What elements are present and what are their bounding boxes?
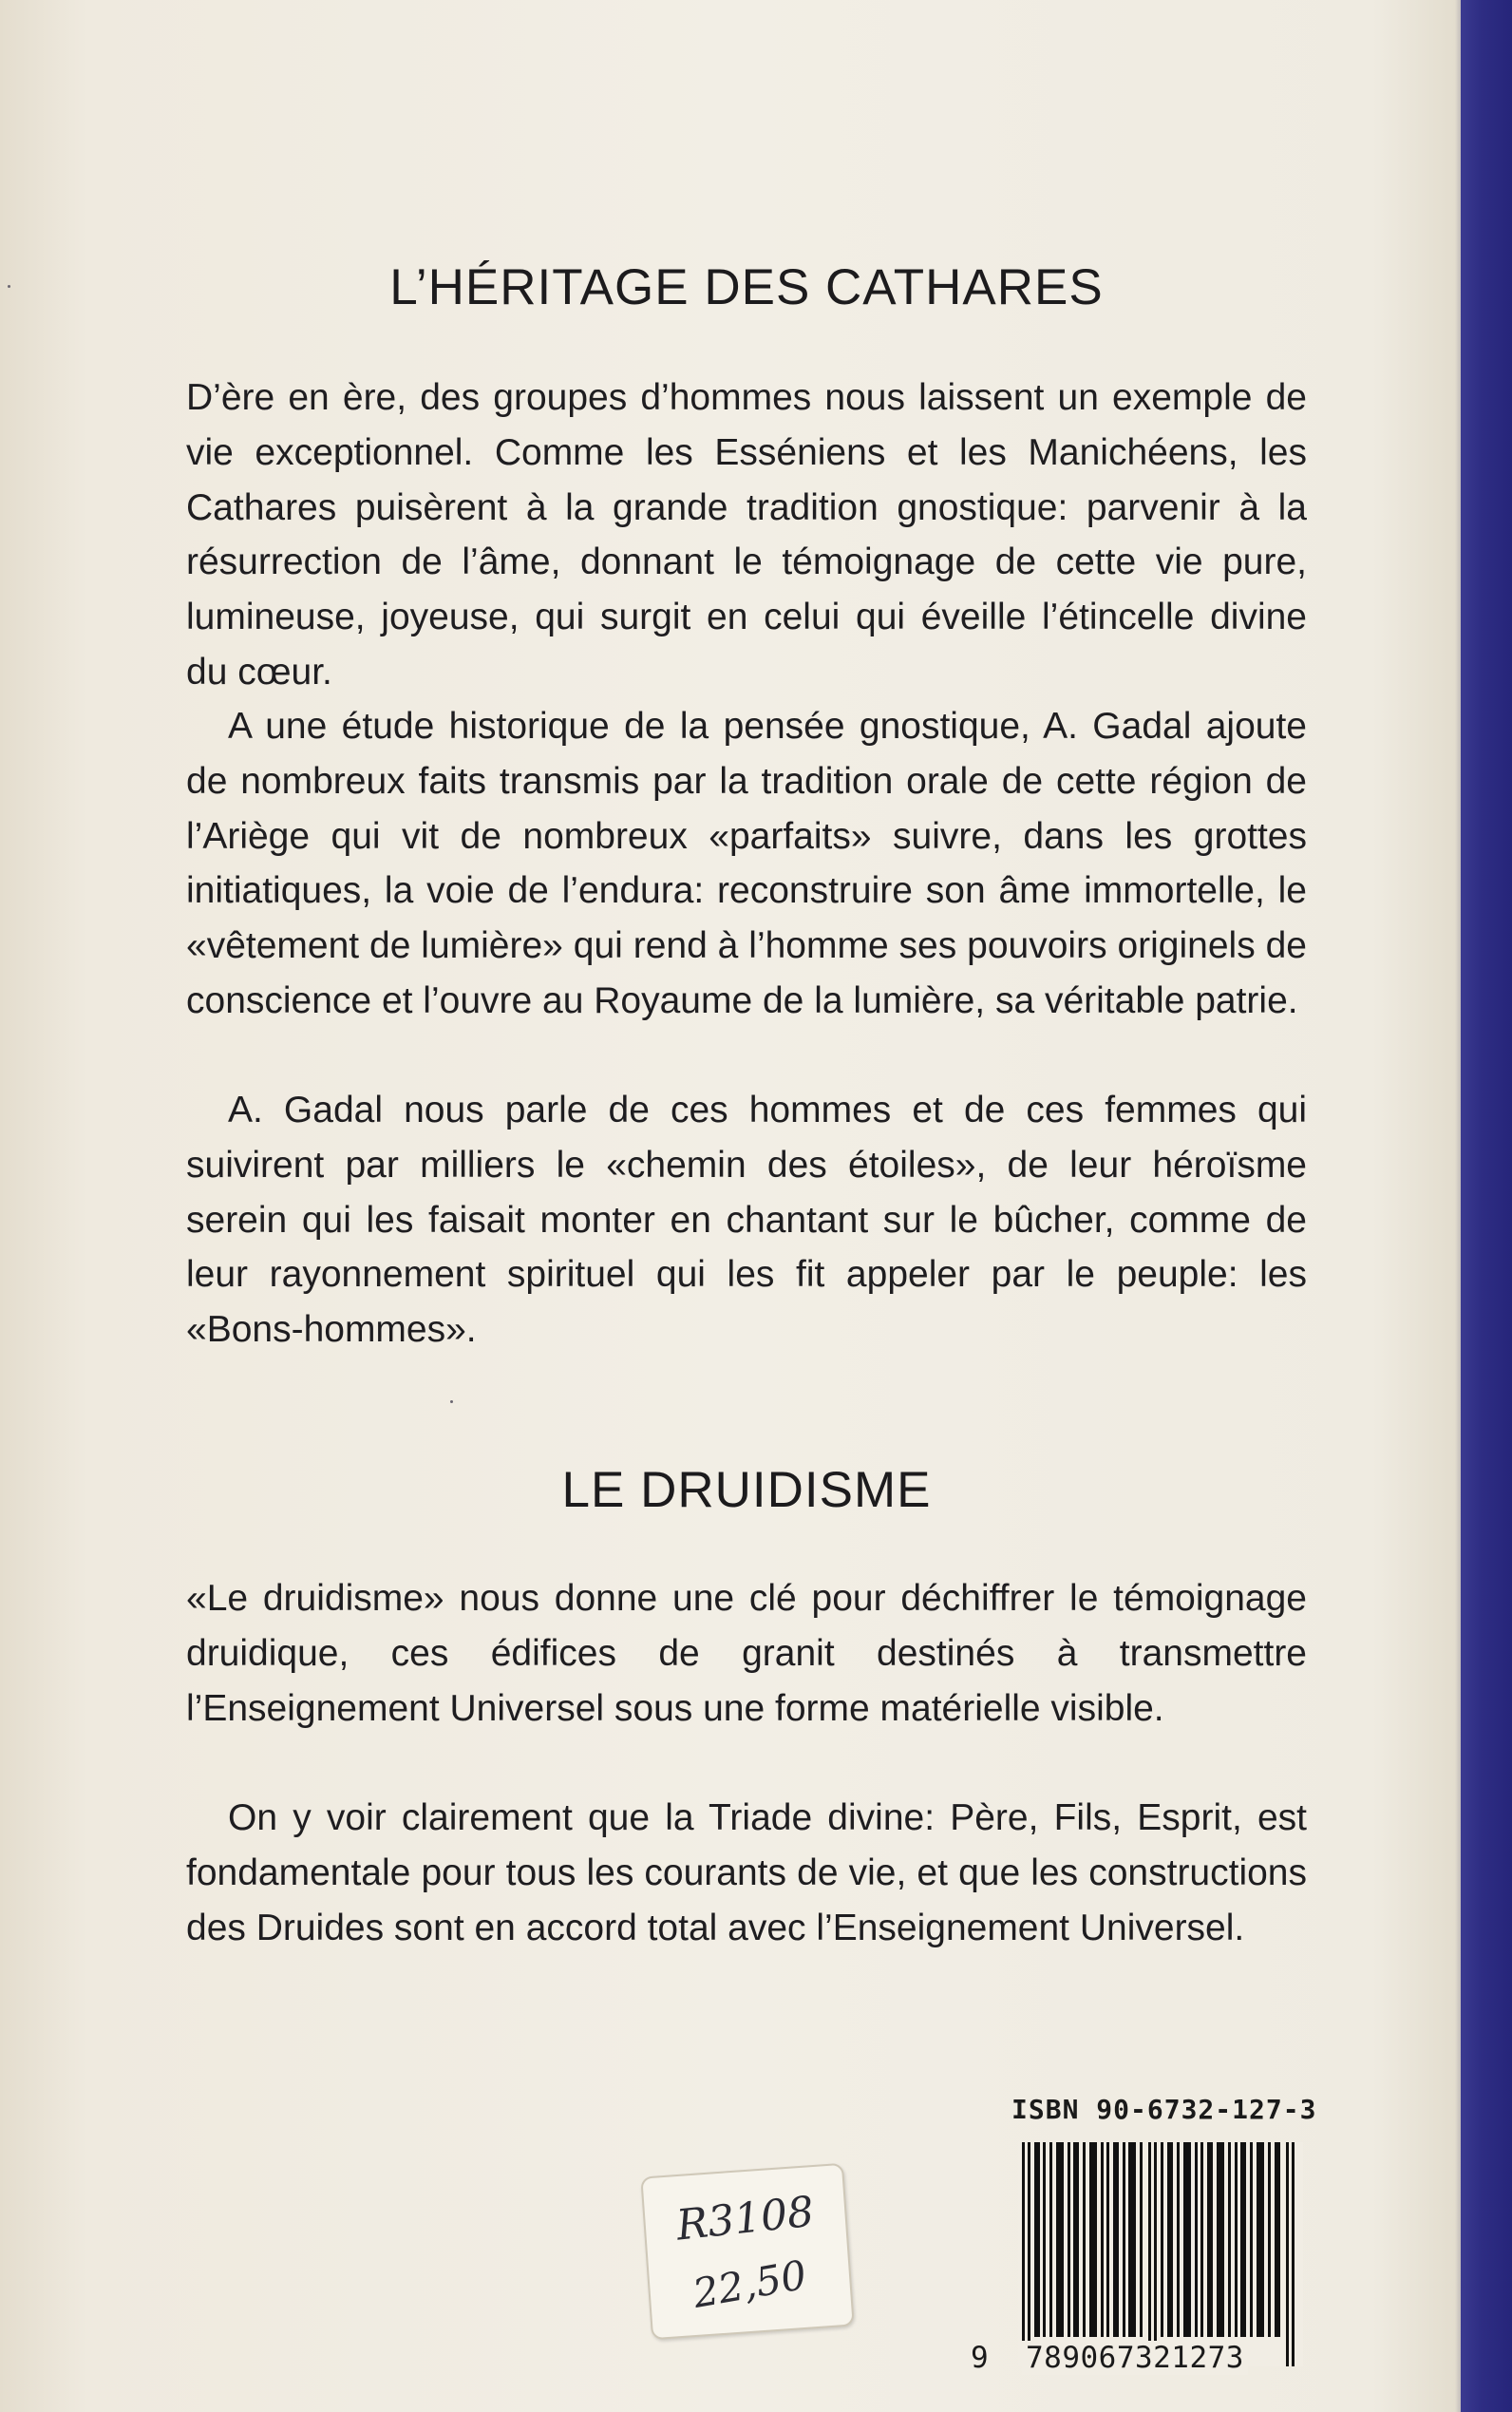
cathares-paragraph-2: A une étude historique de la pensée gnostique, A. Gadal ajoute de nombreux faits transmis par la tradition orale de cette région de l’Ariège qui vit de nombreux «parfaits» suivre, dans les grottes initiatiques, la voie de l’endura: reconstruire son âme immortelle, le «vêtement de lumière» qui rend à l’homme ses pouvoirs originels de conscience et l’ouvre au Royaume de la lumière, sa véritable patrie. [186, 706, 1307, 1021]
dust-speck [450, 1400, 453, 1403]
price-sticker [640, 2163, 854, 2341]
druidisme-paragraph-2: On y voir clairement que la Triade divine: Père, Fils, Esprit, est fondamentale pour tous les courants de vie, et que les constructions des Druides sont en accord total avec l’Enseignement Universel. [186, 1797, 1307, 1948]
cathares-paragraph-3: A. Gadal nous parle de ces hommes et de ces femmes qui suivirent par milliers le «chemin des étoiles», de leur héroïsme serein qui les faisait monter en chantant sur le bûcher, comme de leur rayonnement spirituel qui les fit appeler par le peuple: les «Bons-hommes». [186, 1090, 1307, 1351]
barcode-lead-digit: 9 [971, 2341, 989, 2375]
isbn-number: ISBN 90-6732-127-3 [1011, 2094, 1317, 2125]
barcode-icon [1018, 2142, 1303, 2366]
barcode-number: 789067321273 [1022, 2341, 1248, 2375]
section-title-druidisme: LE DRUIDISME [561, 1462, 932, 1518]
section-title-cathares: L’HÉRITAGE DES CATHARES [389, 259, 1104, 315]
druidisme-paragraph-1: «Le druidisme» nous donne une clé pour déchiffrer le témoignage druidique, ces édifices de granit destinés à transmettre l’Enseignement Universel sous une forme matérielle visible. [186, 1578, 1307, 1729]
cathares-paragraph-1: D’ère en ère, des groupes d’hommes nous laissent un exemple de vie exceptionnel. Comme les Esséniens et les Manichéens, les Cathares puisèrent à la grande tradition gnostique: parvenir à la résurrection de l’âme, donnant le témoignage de cette vie pure, lumineuse, joyeuse, qui surgit en celui qui éveille l’étincelle divine du cœur. [186, 377, 1307, 693]
dust-speck [8, 285, 10, 288]
book-spine [1461, 0, 1512, 2412]
sticker-reference: R3108 [673, 2187, 817, 2251]
sticker-price: 22,50 [689, 2251, 810, 2317]
